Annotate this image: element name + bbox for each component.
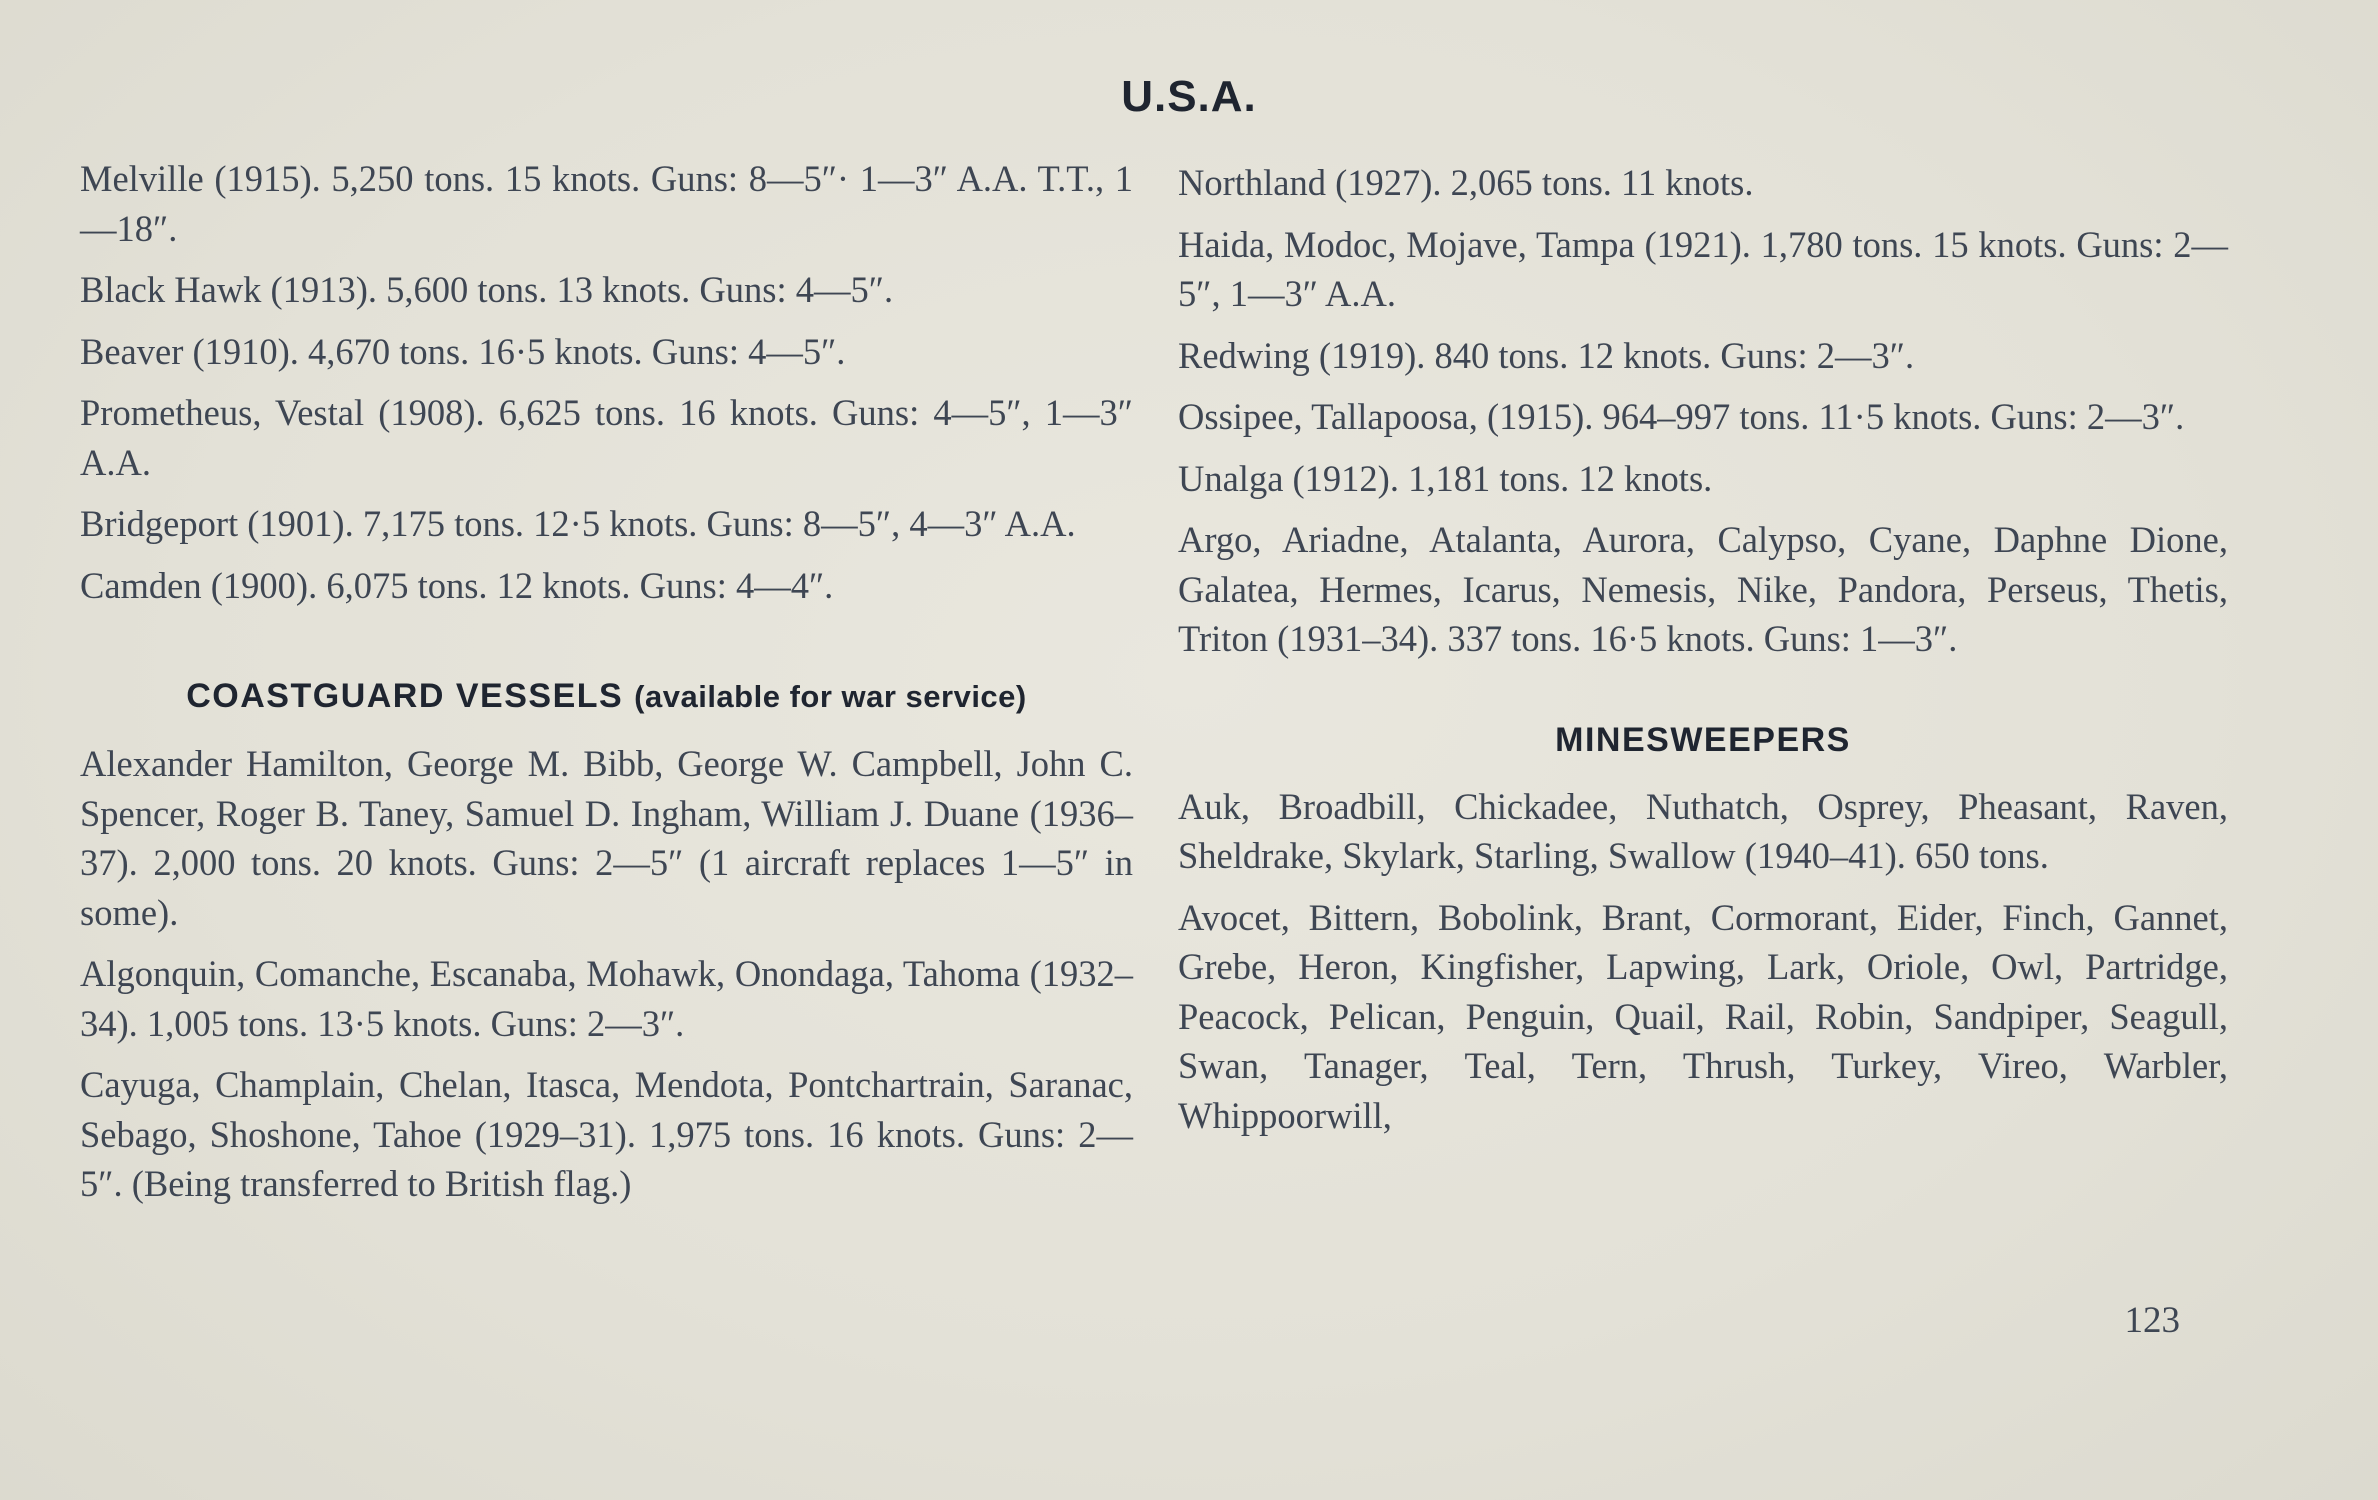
- coastguard-entry-cayuga-class: Cayuga, Champlain, Chelan, Itasca, Mendota, Pontchartrain, Saranac, Sebago, Shoshone, Tahoe (1929–31). 1,975 tons. 16 knots. Guns: 2—5″. (Being transferred to British flag.): [80, 1064, 1133, 1204]
- vessel-entry-ossipee-tallapoosa: Ossipee, Tallapoosa, (1915). 964–997 tons. 11·5 knots. Guns: 2—3″.: [1178, 396, 2185, 437]
- coastguard-entry-algonquin-class: Algonquin, Comanche, Escanaba, Mohawk, Onondaga, Tahoma (1932–34). 1,005 tons. 13·5 knots. Guns: 2—3″.: [80, 953, 1133, 1044]
- page-header: U.S.A.: [1121, 72, 1257, 121]
- coastguard-entry-hamilton-class: Alexander Hamilton, George M. Bibb, George W. Campbell, John C. Spencer, Roger B. Taney, Samuel D. Ingham, William J. Duane (1936–37). 2,000 tons. 20 knots. Guns: 2—5″ (1 aircraft replaces 1—5″ in some).: [80, 743, 1133, 933]
- page-number: 123: [2124, 1300, 2180, 1341]
- vessel-entry-argo-class: Argo, Ariadne, Atalanta, Aurora, Calypso, Cyane, Daphne Dione, Galatea, Hermes, Icarus, Nemesis, Nike, Pandora, Perseus, Thetis, Triton (1931–34). 337 tons. 16·5 knots. Guns: 1—3″.: [1178, 519, 2228, 659]
- right-column: [1178, 158, 2228, 1152]
- vessel-entry-camden: Camden (1900). 6,075 tons. 12 knots. Guns: 4—4″.: [80, 564, 834, 606]
- coastguard-section-title: COASTGUARD VESSELS: [186, 677, 624, 715]
- vessel-entry-melville: Melville (1915). 5,250 tons. 15 knots. Guns: 8—5″· 1—3″ A.A. T.T., 1—18″.: [80, 158, 1133, 249]
- left-column: [80, 154, 1133, 1221]
- minesweepers-section-title: MINESWEEPERS: [1555, 720, 1851, 759]
- coastguard-section-subtitle: (available for war service): [634, 679, 1027, 714]
- vessel-entry-bridgeport: Bridgeport (1901). 7,175 tons. 12·5 knots. Guns: 8—5″, 4—3″ A.A.: [80, 503, 1076, 544]
- minesweeper-entry-auk-class: Auk, Broadbill, Chickadee, Nuthatch, Osprey, Pheasant, Raven, Sheldrake, Skylark, Starling, Swallow (1940–41). 650 tons.: [1178, 785, 2228, 876]
- vessel-entry-prometheus-vestal: Prometheus, Vestal (1908). 6,625 tons. 16 knots. Guns: 4—5″, 1—3″ A.A.: [80, 392, 1133, 483]
- vessel-entry-northland: Northland (1927). 2,065 tons. 11 knots.: [1178, 162, 1754, 203]
- minesweeper-entry-avocet-class: Avocet, Bittern, Bobolink, Brant, Cormorant, Eider, Finch, Gannet, Grebe, Heron, Kingfisher, Lapwing, Lark, Oriole, Owl, Partridge, Peacock, Pelican, Penguin, Quail, Rail, Robin, Sandpiper, Seagull, Swan, Tanager, Teal, Tern, Thrush, Turkey, Vireo, Warbler, Whippoorwill,: [1178, 896, 2228, 1136]
- vessel-entry-unalga: Unalga (1912). 1,181 tons. 12 knots.: [1178, 457, 1713, 499]
- minesweepers-section-heading: [1178, 720, 2228, 760]
- vessel-entry-redwing: Redwing (1919). 840 tons. 12 knots. Guns: 2—3″.: [1178, 334, 1915, 376]
- coastguard-section-heading: [80, 676, 1133, 717]
- vessel-entry-beaver: Beaver (1910). 4,670 tons. 16·5 knots. Guns: 4—5″.: [80, 330, 846, 372]
- vessel-entry-haida-class: Haida, Modoc, Mojave, Tampa (1921). 1,780 tons. 15 knots. Guns: 2—5″, 1—3″ A.A.: [1178, 223, 2228, 314]
- vessel-entry-black-hawk: Black Hawk (1913). 5,600 tons. 13 knots. Guns: 4—5″.: [80, 269, 894, 310]
